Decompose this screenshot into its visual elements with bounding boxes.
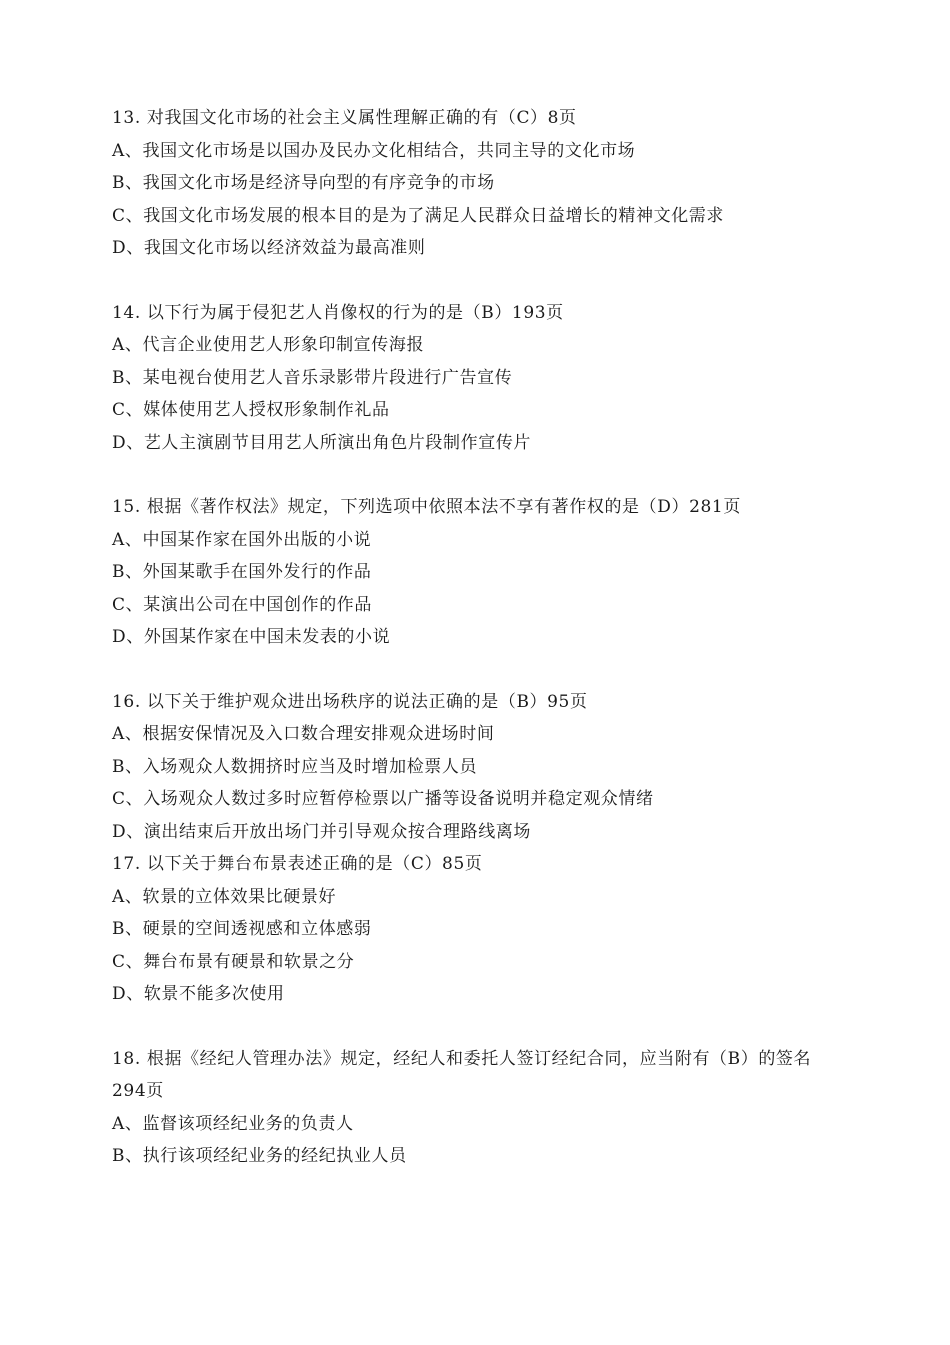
option-c: C、某演出公司在中国创作的作品 [112,594,373,615]
option-d: D、艺人主演剧节目用艺人所演出角色片段制作宣传片 [112,432,532,453]
question-17 [112,848,842,1011]
option-d: D、演出结束后开放出场门并引导观众按合理路线离场 [112,821,532,842]
option-a: A、我国文化市场是以国办及民办文化相结合，共同主导的文化市场 [112,140,636,161]
spacer [112,1011,842,1043]
question-title: 17. 以下关于舞台布景表述正确的是（C）85页 [112,854,483,874]
question-15 [112,491,842,654]
question-13 [112,102,842,265]
option-d: D、我国文化市场以经济效益为最高准则 [112,238,426,258]
question-16 [112,686,842,849]
option-a: A、监督该项经纪业务的负责人 [112,1113,354,1134]
question-title: 14. 以下行为属于侵犯艺人肖像权的行为的是（B）193页 [112,302,564,323]
question-14 [112,297,842,460]
option-d: D、软景不能多次使用 [112,984,285,1004]
question-title: 18. 根据《经纪人管理办法》规定，经纪人和委托人签订经纪合同，应当附有（B）的签名294页 [112,1048,812,1101]
spacer [112,459,842,491]
option-c: C、媒体使用艺人授权形象制作礼品 [112,400,390,420]
option-b: B、我国文化市场是经济导向型的有序竞争的市场 [112,173,495,193]
option-a: A、根据安保情况及入口数合理安排观众进场时间 [112,724,495,744]
spacer [112,654,842,686]
question-title: 15. 根据《著作权法》规定，下列选项中依照本法不享有著作权的是（D）281页 [112,497,741,517]
option-a: A、软景的立体效果比硬景好 [112,886,337,907]
question-title: 16. 以下关于维护观众进出场秩序的说法正确的是（B）95页 [112,691,588,712]
question-title: 13. 对我国文化市场的社会主义属性理解正确的有（C）8页 [112,108,577,128]
option-a: A、中国某作家在国外出版的小说 [112,529,372,550]
option-b: B、入场观众人数拥挤时应当及时增加检票人员 [112,756,478,777]
option-b: B、执行该项经纪业务的经纪执业人员 [112,1146,407,1166]
option-c: C、我国文化市场发展的根本目的是为了满足人民群众日益增长的精神文化需求 [112,205,725,226]
option-b: B、硬景的空间透视感和立体感弱 [112,919,372,939]
spacer [112,265,842,297]
option-c: C、入场观众人数过多时应暂停检票以广播等设备说明并稳定观众情绪 [112,789,654,809]
option-c: C、舞台布景有硬景和软景之分 [112,951,355,972]
option-b: B、外国某歌手在国外发行的作品 [112,562,372,582]
question-18 [112,1043,842,1173]
document-page [112,102,842,1173]
option-a: A、代言企业使用艺人形象印制宣传海报 [112,335,425,355]
option-b: B、某电视台使用艺人音乐录影带片段进行广告宣传 [112,367,513,388]
option-d: D、外国某作家在中国未发表的小说 [112,627,391,647]
